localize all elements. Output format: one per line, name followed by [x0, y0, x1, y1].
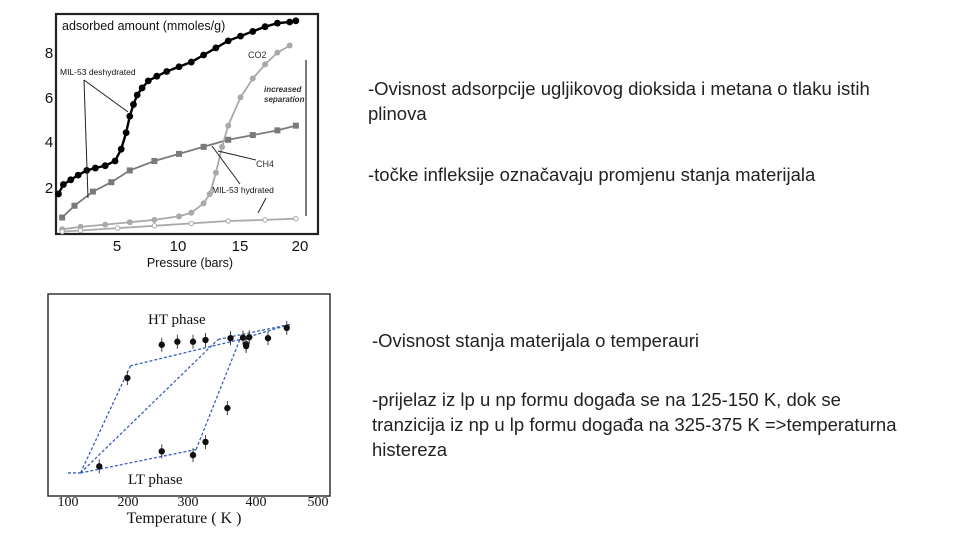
annotation-deshydrated: MIL-53 deshydrated [60, 67, 136, 77]
data-point [118, 146, 125, 153]
data-point [286, 19, 293, 26]
data-point [188, 210, 194, 216]
annotation-separation: separation [264, 95, 305, 104]
plot-frame [56, 14, 318, 234]
annotation-increased: increased [264, 85, 302, 94]
y-tick-label: 4 [44, 134, 54, 151]
data-point [238, 94, 244, 100]
annotation-ht-phase: HT phase [148, 312, 206, 328]
data-point [202, 439, 208, 445]
data-point [249, 28, 256, 35]
x-tick-label: 400 [245, 495, 267, 510]
x-tick-label: 200 [117, 495, 139, 510]
hysteresis-chart [40, 288, 340, 538]
note-inflection-points: -točke infleksije označavaju promjenu stanja materijala [368, 164, 816, 185]
annotation-hydrated: MIL-53 hydrated [212, 185, 274, 195]
data-point [124, 375, 130, 381]
note-thermal-hysteresis: -prijelaz iz lp u np formu događa se na 125-150 K, dok se tranzicija iz np u lp formu događa na 325-375 K =>temperaturna histereza [372, 389, 897, 460]
data-point [219, 144, 225, 150]
data-point [123, 129, 130, 136]
data-point [201, 200, 207, 206]
data-point [78, 228, 82, 232]
data-point [224, 405, 230, 411]
data-point [60, 229, 64, 233]
data-point [263, 218, 267, 222]
data-point [225, 137, 231, 143]
data-point [213, 170, 219, 176]
x-tick-label: 500 [307, 495, 329, 510]
hysteresis-chart-svg [40, 288, 340, 538]
data-point [71, 203, 77, 209]
data-point [134, 92, 141, 99]
y-tick-label: 8 [44, 45, 54, 62]
data-point [139, 85, 146, 92]
chart1-title: adsorbed amount (mmoles/g) [62, 19, 226, 33]
data-point [176, 213, 182, 219]
data-point [152, 224, 156, 228]
data-point [190, 452, 196, 458]
data-point [189, 221, 193, 225]
data-point [262, 61, 268, 67]
data-point [176, 63, 183, 70]
data-point [250, 132, 256, 138]
y-tick-label: 6 [44, 90, 54, 107]
data-point [102, 222, 108, 228]
data-point [225, 37, 232, 44]
data-point [292, 17, 299, 24]
annotation-co2: CO2 [248, 50, 267, 60]
x-axis-label: Temperature ( K ) [126, 510, 242, 527]
data-point [190, 339, 196, 345]
data-point [153, 73, 160, 80]
data-point [274, 20, 281, 27]
data-point [90, 189, 96, 195]
data-point [294, 216, 298, 220]
data-point [102, 162, 109, 169]
data-point [55, 191, 62, 198]
data-point [274, 127, 280, 133]
data-point [226, 219, 230, 223]
data-point [145, 77, 152, 84]
data-point [115, 226, 119, 230]
note-adsorption-pressure: -Ovisnost adsorpcije ugljikovog dioksida i metana o tlaku istih plinova [368, 78, 870, 124]
data-point [75, 172, 82, 179]
x-tick-label: 10 [169, 238, 187, 255]
data-point [67, 176, 74, 183]
x-axis-label: Pressure (bars) [146, 256, 234, 270]
data-point [96, 463, 102, 469]
data-point [174, 339, 180, 345]
adsorption-chart-svg [40, 8, 330, 278]
data-point [237, 33, 244, 40]
data-point [176, 151, 182, 157]
data-point [284, 325, 290, 331]
x-tick-label: 15 [231, 238, 249, 255]
data-point [213, 45, 220, 52]
data-point [163, 68, 170, 75]
data-point [60, 181, 67, 188]
data-point [151, 217, 157, 223]
data-point [274, 50, 280, 56]
annotation-ch4: CH4 [256, 159, 275, 169]
data-point [293, 123, 299, 129]
x-tick-label: 300 [177, 495, 199, 510]
data-point [127, 219, 133, 225]
data-point [112, 158, 119, 165]
adsorption-chart [40, 8, 330, 278]
data-point [225, 123, 231, 129]
data-point [159, 448, 165, 454]
data-point [227, 335, 233, 341]
data-point [201, 144, 207, 150]
data-point [151, 158, 157, 164]
data-point [92, 165, 99, 172]
note-temperature-dependence: -Ovisnost stanja materijala o temperauri [372, 330, 699, 351]
data-point [159, 342, 165, 348]
data-point [127, 167, 133, 173]
y-tick-label: 2 [44, 180, 54, 197]
data-point [188, 59, 195, 66]
data-point [200, 52, 207, 59]
data-point [243, 343, 249, 349]
x-tick-label: 5 [112, 238, 122, 255]
data-point [59, 215, 65, 221]
x-tick-label: 20 [291, 238, 309, 255]
annotation-lt-phase: LT phase [128, 472, 183, 488]
x-tick-label: 100 [57, 495, 79, 510]
data-point [130, 101, 137, 108]
data-point [202, 337, 208, 343]
data-point [126, 113, 133, 120]
data-point [246, 334, 252, 340]
data-point [265, 335, 271, 341]
data-point [108, 179, 114, 185]
data-point [262, 23, 269, 30]
data-point [250, 76, 256, 82]
data-point [240, 334, 246, 340]
data-point [287, 43, 293, 49]
